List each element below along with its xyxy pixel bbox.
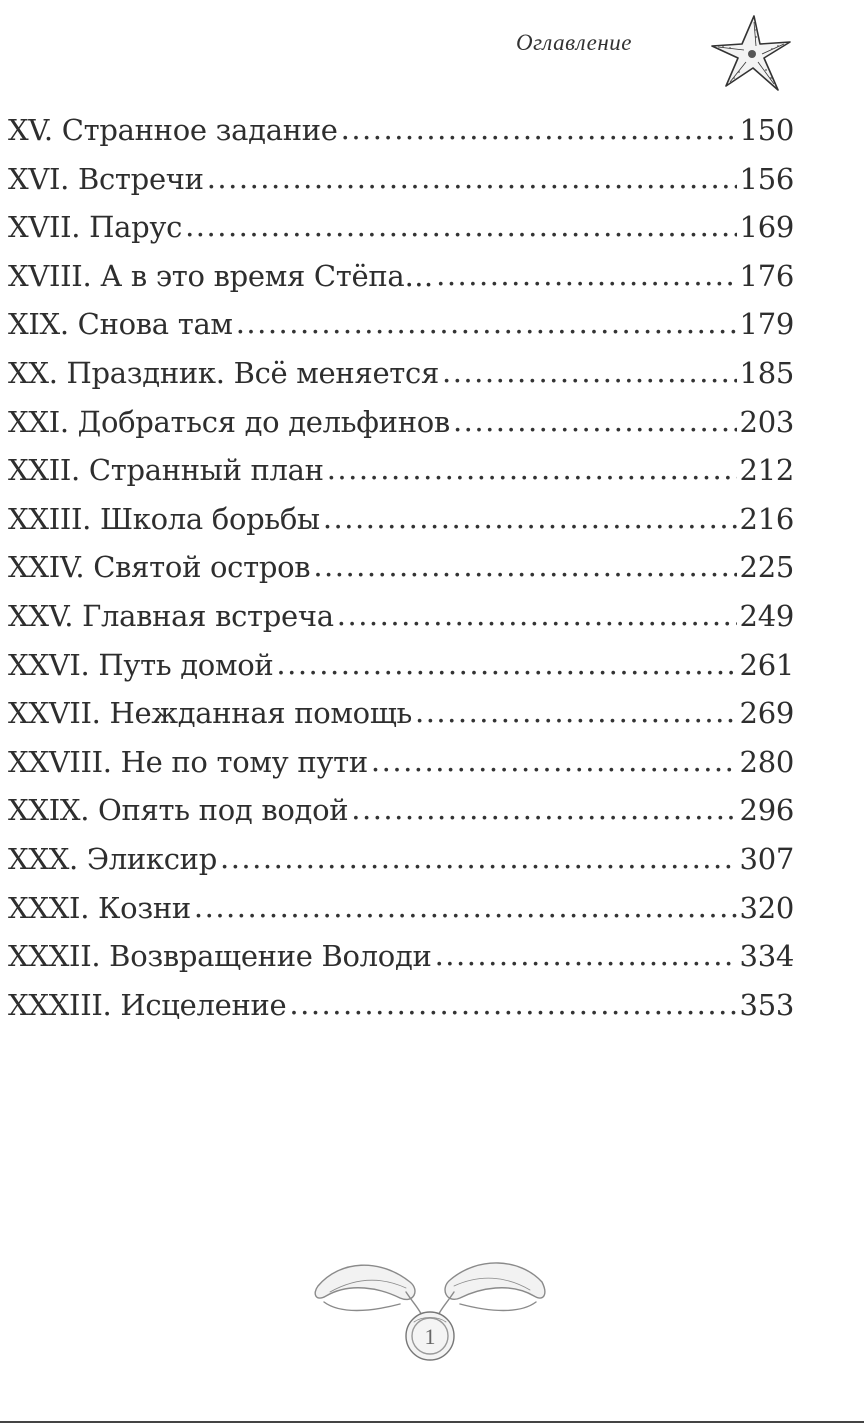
toc-entry[interactable] — [8, 252, 794, 301]
toc-entry[interactable] — [8, 641, 794, 690]
toc-entry-title: XXVI. Путь домой — [8, 647, 274, 682]
toc-entry[interactable] — [8, 689, 794, 738]
page-bottom-edge — [0, 1421, 864, 1423]
medal-ribbon-icon — [310, 1252, 550, 1368]
toc-entry[interactable] — [8, 932, 794, 981]
toc-entry-title: XXVIII. Не по тому пути — [8, 744, 368, 779]
toc-entry[interactable] — [8, 155, 794, 204]
toc-entry[interactable] — [8, 738, 794, 787]
dot-leader — [194, 883, 737, 932]
table-of-contents — [8, 106, 794, 1029]
toc-entry[interactable] — [8, 495, 794, 544]
toc-entry-title: XXXII. Возвращение Володи — [8, 939, 432, 974]
dot-leader — [236, 299, 737, 348]
running-head-title: Оглавление — [516, 30, 633, 55]
starfish-icon — [708, 12, 794, 94]
toc-entry-page: 249 — [739, 598, 794, 633]
toc-entry[interactable] — [8, 981, 794, 1030]
toc-entry-title: XVII. Парус — [8, 210, 183, 245]
toc-entry-title: XXVII. Нежданная помощь — [8, 696, 412, 731]
toc-entry-title: XXII. Странный план — [8, 453, 324, 488]
toc-entry[interactable] — [8, 203, 794, 252]
toc-entry-title: XVI. Встречи — [8, 161, 204, 196]
toc-entry[interactable] — [8, 835, 794, 884]
dot-leader — [435, 931, 737, 980]
dot-leader — [207, 154, 737, 203]
toc-entry[interactable] — [8, 446, 794, 495]
toc-entry-page: 320 — [739, 890, 794, 925]
dot-leader — [323, 494, 737, 543]
toc-entry-page: 150 — [739, 113, 794, 147]
toc-entry-page: 307 — [739, 841, 794, 876]
dot-leader — [289, 980, 736, 1029]
dot-leader — [436, 251, 736, 300]
dot-leader — [442, 348, 737, 397]
toc-entry-title: XVIII. А в это время Стёпа… — [8, 258, 434, 293]
toc-entry-page: 156 — [739, 161, 794, 196]
toc-entry-page: 185 — [739, 355, 794, 390]
toc-entry-page: 169 — [739, 210, 794, 245]
toc-entry[interactable] — [8, 884, 794, 933]
toc-entry-title: XV. Странное задание — [8, 113, 338, 147]
toc-entry-page: 353 — [739, 987, 794, 1022]
toc-entry[interactable] — [8, 398, 794, 447]
dot-leader — [327, 445, 737, 494]
dot-leader — [453, 397, 737, 446]
toc-entry-page: 225 — [739, 550, 794, 585]
toc-entry-page: 176 — [739, 258, 794, 293]
dot-leader — [341, 105, 737, 154]
dot-leader — [185, 202, 736, 251]
toc-entry[interactable] — [8, 300, 794, 349]
toc-entry-title: XXIX. Опять под водой — [8, 793, 349, 828]
dot-leader — [415, 688, 737, 737]
toc-entry[interactable] — [8, 592, 794, 641]
medal-numeral: 1 — [424, 1324, 436, 1349]
toc-entry[interactable] — [8, 786, 794, 835]
toc-entry-title: XX. Праздник. Всё меняется — [8, 355, 439, 390]
toc-entry-page: 216 — [739, 501, 794, 536]
dot-leader — [313, 542, 736, 591]
toc-entry-title: XXV. Главная встреча — [8, 598, 334, 633]
toc-entry-title: XXXIII. Исцеление — [8, 987, 287, 1022]
dot-leader — [351, 785, 736, 834]
toc-entry-page: 269 — [739, 696, 794, 731]
toc-entry-title: XXX. Эликсир — [8, 841, 217, 876]
toc-entry-page: 179 — [739, 307, 794, 342]
toc-entry-page: 296 — [739, 793, 794, 828]
toc-entry-title: XXIII. Школа борьбы — [8, 501, 320, 536]
toc-entry-page: 212 — [739, 453, 794, 488]
toc-entry-page: 203 — [739, 404, 794, 439]
toc-entry-title: XXI. Добраться до дельфинов — [8, 404, 450, 439]
toc-entry[interactable] — [8, 543, 794, 592]
dot-leader — [337, 591, 737, 640]
toc-entry-page: 334 — [739, 939, 794, 974]
toc-entry[interactable] — [8, 349, 794, 398]
toc-entry[interactable] — [8, 106, 794, 155]
toc-entry-page: 261 — [739, 647, 794, 682]
dot-leader — [276, 640, 736, 689]
toc-entry-page: 280 — [739, 744, 794, 779]
toc-entry-title: XXIV. Святой остров — [8, 550, 311, 585]
toc-entry-title: XIX. Снова там — [8, 307, 233, 342]
toc-entry-title: XXXI. Козни — [8, 890, 191, 925]
dot-leader — [220, 834, 737, 883]
dot-leader — [371, 737, 737, 786]
